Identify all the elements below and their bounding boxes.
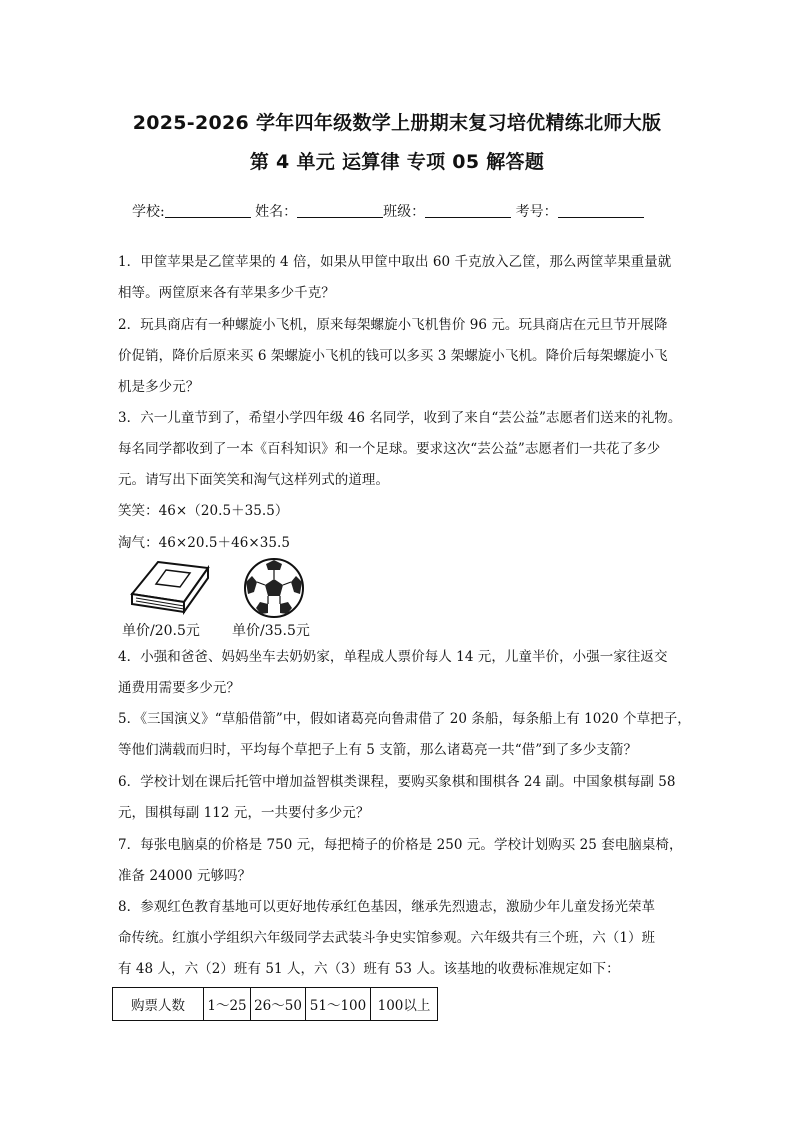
fee-standard-table xyxy=(112,987,438,1021)
table-cell: 51～100 xyxy=(306,988,371,1021)
question-2-line-1: 2．玩具商店有一种螺旋小飞机，原来每架螺旋小飞机售价 96 元。玩具商店在元旦节开展降 xyxy=(118,317,668,333)
question-3-line-2: 每名同学都收到了一本《百科知识》和一个足球。要求这次“芸公益”志愿者们一共花了多少 xyxy=(118,441,661,457)
name-label: 姓名： xyxy=(255,204,298,220)
book-price-label: 单价/20.5元 xyxy=(122,623,200,639)
xiaoxiao-formula: 笑笑：46×（20.5＋35.5） xyxy=(118,503,289,519)
question-8-line-2: 命传统。红旗小学组织六年级同学去武装斗争史实馆参观。六年级共有三个班，六（1）班 xyxy=(118,930,656,946)
exam-no-blank[interactable] xyxy=(558,203,644,218)
question-2-line-2: 价促销，降价后原来买 6 架螺旋小飞机的钱可以多买 3 架螺旋小飞机。降价后每架螺旋小飞 xyxy=(118,348,668,364)
question-3-line-1: 3．六一儿童节到了，希望小学四年级 46 名同学，收到了来自“芸公益”志愿者们送来的礼物。 xyxy=(118,410,682,426)
name-blank[interactable] xyxy=(297,203,383,218)
table-header-cell: 购票人数 xyxy=(113,988,204,1021)
class-blank[interactable] xyxy=(425,203,511,218)
student-info-row xyxy=(132,201,672,221)
question-7-line-1: 7．每张电脑桌的价格是 750 元，每把椅子的价格是 250 元。学校计划购买 25 套电脑桌椅， xyxy=(118,837,683,853)
question-4-line-1: 4．小强和爸爸、妈妈坐车去奶奶家，单程成人票价每人 14 元，儿童半价，小强一家往返交 xyxy=(118,649,668,665)
table-row xyxy=(113,988,438,1021)
soccer-ball-icon xyxy=(242,556,306,620)
class-label: 班级： xyxy=(383,204,426,220)
book-icon xyxy=(128,558,212,620)
exam-no-label: 考号： xyxy=(515,204,558,220)
question-5-line-2: 等他们满载而归时，平均每个草把子上有 5 支箭，那么诸葛亮一共“借”到了多少支箭？ xyxy=(118,742,638,758)
table-cell: 1～25 xyxy=(204,988,251,1021)
table-cell: 26～50 xyxy=(251,988,306,1021)
page-subtitle: 第 4 单元 运算律 专项 05 解答题 xyxy=(249,151,545,173)
ball-price-label: 单价/35.5元 xyxy=(232,623,310,639)
question-1-line-2: 相等。两筐原来各有苹果多少千克？ xyxy=(118,285,335,301)
question-8-line-1: 8．参观红色教育基地可以更好地传承红色基因，继承先烈遗志，激励少年儿童发扬光荣革 xyxy=(118,899,656,915)
question-8-line-3: 有 48 人，六（2）班有 51 人，六（3）班有 53 人。该基地的收费标准规定如下： xyxy=(118,961,620,977)
question-6-line-2: 元，围棋每副 112 元，一共要付多少元？ xyxy=(118,805,370,821)
question-6-line-1: 6．学校计划在课后托管中增加益智棋类课程，要购买象棋和围棋各 24 副。中国象棋每副 58 xyxy=(118,774,676,790)
question-5-line-1: 5．《三国演义》“草船借箭”中，假如诸葛亮向鲁肃借了 20 条船，每条船上有 1020 个草把子， xyxy=(118,711,691,727)
taoqi-formula: 淘气：46×20.5＋46×35.5 xyxy=(118,535,290,551)
page-title: 2025-2026 学年四年级数学上册期末复习培优精练北师大版 xyxy=(132,112,662,134)
table-cell: 100以上 xyxy=(371,988,438,1021)
question-1-line-1: 1．甲筐苹果是乙筐苹果的 4 倍，如果从甲筐中取出 60 千克放入乙筐，那么两筐苹果重量就 xyxy=(118,254,672,270)
school-blank[interactable] xyxy=(165,203,251,218)
question-7-line-2: 准备 24000 元够吗？ xyxy=(118,868,252,884)
question-4-line-2: 通费用需要多少元？ xyxy=(118,680,240,696)
school-label: 学校: xyxy=(132,204,165,220)
question-2-line-3: 机是多少元？ xyxy=(118,379,200,395)
question-3-line-3: 元。请写出下面笑笑和淘气这样列式的道理。 xyxy=(118,472,389,488)
